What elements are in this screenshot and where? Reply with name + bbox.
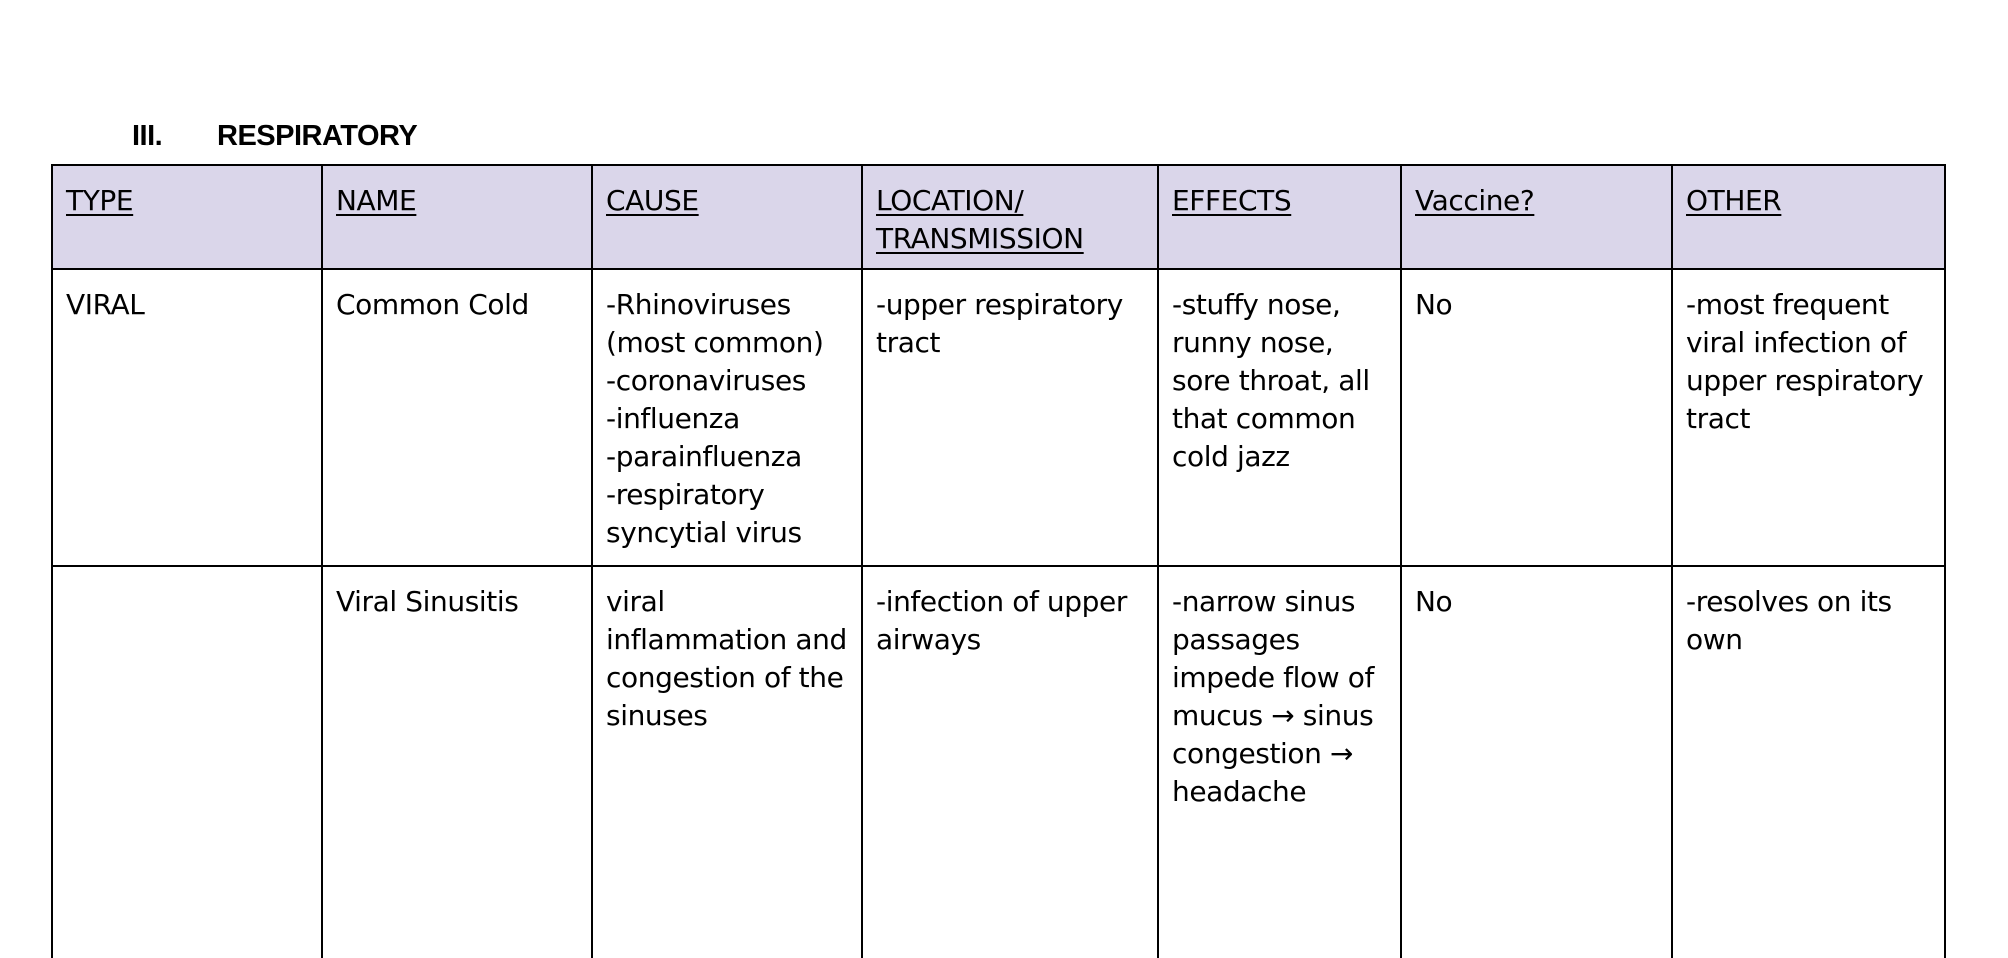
header-effects: EFFECTS	[1158, 165, 1401, 269]
header-type: TYPE	[52, 165, 322, 269]
section-numeral: III.	[132, 120, 163, 152]
cell-vaccine: No	[1401, 566, 1672, 958]
table-row	[52, 269, 1945, 566]
cell-cause: -Rhinoviruses (most common) -coronaviruses -influenza -parainfluenza -respiratory syncytial virus	[592, 269, 862, 566]
cell-type	[52, 566, 322, 958]
table-row	[52, 566, 1945, 958]
cell-type: VIRAL	[52, 269, 322, 566]
cell-location: -infection of upper airways	[862, 566, 1158, 958]
cell-cause: viral inflammation and congestion of the sinuses	[592, 566, 862, 958]
cell-effects: -stuffy nose, runny nose, sore throat, all that common cold jazz	[1158, 269, 1401, 566]
cell-other: -resolves on its own	[1672, 566, 1945, 958]
cell-other: -most frequent viral infection of upper respiratory tract	[1672, 269, 1945, 566]
header-cause: CAUSE	[592, 165, 862, 269]
respiratory-table	[51, 164, 1946, 958]
header-other: OTHER	[1672, 165, 1945, 269]
cell-vaccine: No	[1401, 269, 1672, 566]
section-heading	[132, 120, 417, 153]
header-location-transmission: LOCATION/ TRANSMISSION	[862, 165, 1158, 269]
cell-effects: -narrow sinus passages impede flow of mucus → sinus congestion → headache	[1158, 566, 1401, 958]
header-vaccine: Vaccine?	[1401, 165, 1672, 269]
cell-name: Common Cold	[322, 269, 592, 566]
section-title: RESPIRATORY	[217, 120, 418, 152]
table-header-row	[52, 165, 1945, 269]
cell-name: Viral Sinusitis	[322, 566, 592, 958]
cell-location: -upper respiratory tract	[862, 269, 1158, 566]
header-name: NAME	[322, 165, 592, 269]
